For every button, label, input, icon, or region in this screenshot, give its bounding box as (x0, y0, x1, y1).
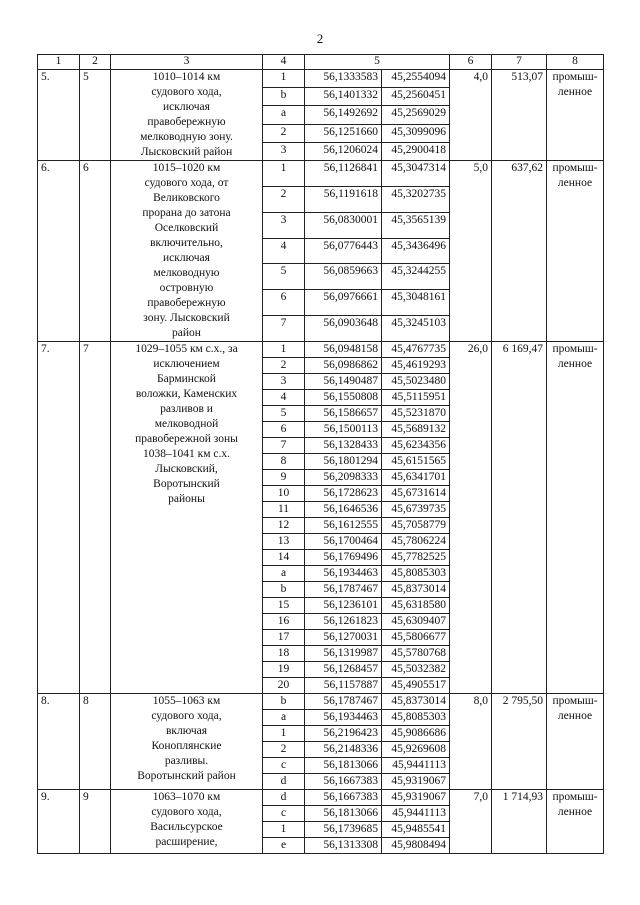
latitude: 56,1401332 (305, 88, 382, 106)
longitude: 45,2900418 (382, 142, 450, 160)
longitude: 45,9086686 (382, 726, 450, 742)
fishery-type-line: промыш- (552, 162, 598, 174)
latitude: 56,2196423 (305, 726, 382, 742)
description-line: правобережную (147, 297, 226, 309)
latitude: 56,0948158 (305, 342, 382, 358)
longitude: 45,4905517 (382, 678, 450, 694)
longitude: 45,3245103 (382, 316, 450, 342)
latitude: 56,1261823 (305, 614, 382, 630)
longitude: 45,3099096 (382, 124, 450, 142)
latitude: 56,1268457 (305, 662, 382, 678)
point-id: 1 (263, 342, 305, 358)
description-line: 1015–1020 км (152, 162, 221, 174)
area-hectares: 1 714,93 (492, 790, 547, 854)
latitude: 56,0859663 (305, 264, 382, 290)
description-line: мелководной (154, 418, 219, 430)
description-line: Воротынский (153, 478, 220, 490)
point-id: 4 (263, 390, 305, 406)
header-cell-8: 8 (547, 55, 604, 70)
description-line: Лысковский район (140, 146, 233, 158)
fishery-type (547, 694, 604, 790)
description-line: Оселковский (154, 222, 219, 234)
latitude: 56,0903648 (305, 316, 382, 342)
latitude: 56,1586657 (305, 406, 382, 422)
latitude: 56,1270031 (305, 630, 382, 646)
row-subnumber: 5 (80, 70, 111, 161)
point-id: 2 (263, 358, 305, 374)
description-line: исключением (153, 358, 220, 370)
point-id: 2 (263, 186, 305, 212)
point-id: 9 (263, 470, 305, 486)
fishery-type-line: ленное (557, 358, 593, 370)
longitude: 45,6739735 (382, 502, 450, 518)
point-id: c (263, 806, 305, 822)
longitude: 45,2560451 (382, 88, 450, 106)
row-subnumber: 9 (80, 790, 111, 854)
description-line: Коноплянские (151, 740, 222, 752)
area-description (111, 342, 263, 694)
latitude: 56,1934463 (305, 710, 382, 726)
point-id: a (263, 710, 305, 726)
longitude: 45,7806224 (382, 534, 450, 550)
description-line: судового хода, (151, 710, 222, 722)
row-subnumber: 7 (80, 342, 111, 694)
description-line: район (172, 327, 201, 339)
description-line: 1010–1014 км (152, 71, 221, 83)
table-body (38, 55, 604, 854)
point-id: 5 (263, 264, 305, 290)
latitude: 56,0986862 (305, 358, 382, 374)
longitude: 45,9319067 (382, 774, 450, 790)
area-hectares: 6 169,47 (492, 342, 547, 694)
row-number: 6. (38, 161, 80, 342)
latitude: 56,1492692 (305, 106, 382, 124)
header-cell-2: 2 (80, 55, 111, 70)
header-cell-4: 4 (263, 55, 305, 70)
longitude: 45,9441113 (382, 806, 450, 822)
latitude: 56,1191618 (305, 186, 382, 212)
latitude: 56,1319987 (305, 646, 382, 662)
description-line: исключая (163, 101, 210, 113)
longitude: 45,3436496 (382, 238, 450, 264)
latitude: 56,0976661 (305, 290, 382, 316)
length-km: 26,0 (450, 342, 492, 694)
description-line: исключая (163, 252, 210, 264)
point-id: 10 (263, 486, 305, 502)
row-number: 7. (38, 342, 80, 694)
description-line: Лысковский, (155, 463, 218, 475)
description-line: 1055–1063 км (152, 695, 221, 707)
description-line: судового хода, (151, 806, 222, 818)
latitude: 56,1126841 (305, 161, 382, 187)
fishery-type (547, 70, 604, 161)
description-line: включая (165, 725, 208, 737)
description-line: правобережную (147, 116, 226, 128)
point-id: 3 (263, 142, 305, 160)
fishery-type-line: промыш- (552, 71, 598, 83)
description-line: зону. Лысковский (143, 312, 230, 324)
point-id: 11 (263, 502, 305, 518)
latitude: 56,1769496 (305, 550, 382, 566)
length-km: 7,0 (450, 790, 492, 854)
fishery-type-line: промыш- (552, 343, 598, 355)
fishery-type (547, 161, 604, 342)
latitude: 56,2148336 (305, 742, 382, 758)
latitude: 56,1739685 (305, 822, 382, 838)
longitude: 45,8373014 (382, 582, 450, 598)
longitude: 45,3047314 (382, 161, 450, 187)
point-id: 7 (263, 438, 305, 454)
description-line: разливов и (160, 403, 213, 415)
point-id: 3 (263, 212, 305, 238)
longitude: 45,5806677 (382, 630, 450, 646)
latitude: 56,1612555 (305, 518, 382, 534)
header-cell-7: 7 (492, 55, 547, 70)
header-row (38, 55, 604, 70)
description-line: мелководную (153, 267, 220, 279)
latitude: 56,2098333 (305, 470, 382, 486)
point-id: 1 (263, 726, 305, 742)
table-row (38, 694, 604, 710)
row-number: 8. (38, 694, 80, 790)
description-line: разливы. (164, 755, 209, 767)
longitude: 45,7782525 (382, 550, 450, 566)
point-id: 14 (263, 550, 305, 566)
row-number: 9. (38, 790, 80, 854)
description-line: 1029–1055 км с.х., за (135, 343, 238, 355)
point-id: b (263, 694, 305, 710)
area-description (111, 70, 263, 161)
longitude: 45,3244255 (382, 264, 450, 290)
point-id: 6 (263, 422, 305, 438)
description-line: Васильсурское (150, 821, 223, 833)
description-line: судового хода, от (144, 177, 229, 189)
point-id: 1 (263, 822, 305, 838)
description-line: воложки, Каменских (135, 388, 238, 400)
fishery-type-line: ленное (557, 86, 593, 98)
row-number: 5. (38, 70, 80, 161)
area-description (111, 161, 263, 342)
point-id: 18 (263, 646, 305, 662)
latitude: 56,1646536 (305, 502, 382, 518)
point-id: 15 (263, 598, 305, 614)
table-row (38, 342, 604, 358)
point-id: 1 (263, 161, 305, 187)
description-line: Великовского (153, 192, 220, 204)
longitude: 45,3202735 (382, 186, 450, 212)
description-line: 1038–1041 км с.х. (143, 448, 230, 460)
longitude: 45,6234356 (382, 438, 450, 454)
longitude: 45,8085303 (382, 710, 450, 726)
latitude: 56,1813066 (305, 758, 382, 774)
point-id: a (263, 566, 305, 582)
point-id: 8 (263, 454, 305, 470)
latitude: 56,1206024 (305, 142, 382, 160)
longitude: 45,7058779 (382, 518, 450, 534)
longitude: 45,9485541 (382, 822, 450, 838)
row-subnumber: 8 (80, 694, 111, 790)
latitude: 56,1500113 (305, 422, 382, 438)
latitude: 56,1700464 (305, 534, 382, 550)
header-cell-3: 3 (111, 55, 263, 70)
length-km: 8,0 (450, 694, 492, 790)
longitude: 45,4767735 (382, 342, 450, 358)
point-id: 13 (263, 534, 305, 550)
point-id: 17 (263, 630, 305, 646)
latitude: 56,0830001 (305, 212, 382, 238)
point-id: 1 (263, 70, 305, 88)
latitude: 56,1313308 (305, 838, 382, 854)
latitude: 56,1550808 (305, 390, 382, 406)
latitude: 56,1157887 (305, 678, 382, 694)
point-id: 2 (263, 124, 305, 142)
longitude: 45,5023480 (382, 374, 450, 390)
point-id: 7 (263, 316, 305, 342)
latitude: 56,1801294 (305, 454, 382, 470)
latitude: 56,1333583 (305, 70, 382, 88)
longitude: 45,2554094 (382, 70, 450, 88)
latitude: 56,1667383 (305, 774, 382, 790)
fishery-type-line: промыш- (552, 791, 598, 803)
latitude: 56,1328433 (305, 438, 382, 454)
header-cell-5: 5 (305, 55, 450, 70)
table-row (38, 790, 604, 806)
latitude: 56,1813066 (305, 806, 382, 822)
longitude: 45,9269608 (382, 742, 450, 758)
point-id: d (263, 790, 305, 806)
latitude: 56,1667383 (305, 790, 382, 806)
header-cell-6: 6 (450, 55, 492, 70)
point-id: b (263, 88, 305, 106)
point-id: d (263, 774, 305, 790)
longitude: 45,6151565 (382, 454, 450, 470)
longitude: 45,5115951 (382, 390, 450, 406)
latitude: 56,1787467 (305, 582, 382, 598)
point-id: 3 (263, 374, 305, 390)
description-line: мелководную зону. (140, 131, 233, 143)
longitude: 45,8085303 (382, 566, 450, 582)
area-hectares: 513,07 (492, 70, 547, 161)
latitude: 56,0776443 (305, 238, 382, 264)
fishery-type (547, 790, 604, 854)
point-id: 20 (263, 678, 305, 694)
description-line: прорана до затона (142, 207, 231, 219)
longitude: 45,3048161 (382, 290, 450, 316)
area-description (111, 694, 263, 790)
description-line: островную (159, 282, 214, 294)
description-line: расширение, (155, 836, 218, 848)
point-id: 4 (263, 238, 305, 264)
longitude: 45,4619293 (382, 358, 450, 374)
latitude: 56,1787467 (305, 694, 382, 710)
longitude: 45,2569029 (382, 106, 450, 124)
point-id: e (263, 838, 305, 854)
latitude: 56,1236101 (305, 598, 382, 614)
description-line: правобережной зоны (135, 433, 238, 445)
point-id: 2 (263, 742, 305, 758)
point-id: 6 (263, 290, 305, 316)
longitude: 45,3565139 (382, 212, 450, 238)
latitude: 56,1728623 (305, 486, 382, 502)
longitude: 45,9319067 (382, 790, 450, 806)
area-hectares: 637,62 (492, 161, 547, 342)
longitude: 45,5689132 (382, 422, 450, 438)
point-id: b (263, 582, 305, 598)
longitude: 45,6318580 (382, 598, 450, 614)
longitude: 45,9808494 (382, 838, 450, 854)
description-line: судового хода, (151, 86, 222, 98)
table-row (38, 70, 604, 88)
latitude: 56,1934463 (305, 566, 382, 582)
description-line: Барминской (157, 373, 216, 385)
point-id: c (263, 758, 305, 774)
description-line: 1063–1070 км (152, 791, 221, 803)
description-line: районы (168, 493, 205, 505)
longitude: 45,8373014 (382, 694, 450, 710)
area-description (111, 790, 263, 854)
fishing-areas-table (37, 54, 604, 854)
length-km: 4,0 (450, 70, 492, 161)
longitude: 45,5231870 (382, 406, 450, 422)
latitude: 56,1490487 (305, 374, 382, 390)
longitude: 45,5032382 (382, 662, 450, 678)
longitude: 45,6341701 (382, 470, 450, 486)
page-number: 2 (316, 31, 324, 46)
longitude: 45,6309407 (382, 614, 450, 630)
longitude: 45,9441113 (382, 758, 450, 774)
area-hectares: 2 795,50 (492, 694, 547, 790)
row-subnumber: 6 (80, 161, 111, 342)
longitude: 45,6731614 (382, 486, 450, 502)
description-line: Воротынский район (137, 770, 236, 782)
fishery-type-line: ленное (557, 710, 593, 722)
point-id: 16 (263, 614, 305, 630)
length-km: 5,0 (450, 161, 492, 342)
fishery-type-line: ленное (557, 177, 593, 189)
fishery-type-line: ленное (557, 806, 593, 818)
longitude: 45,5780768 (382, 646, 450, 662)
fishery-type-line: промыш- (552, 695, 598, 707)
header-cell-1: 1 (38, 55, 80, 70)
latitude: 56,1251660 (305, 124, 382, 142)
point-id: 19 (263, 662, 305, 678)
table-row (38, 161, 604, 187)
fishery-type (547, 342, 604, 694)
description-line: включительно, (150, 237, 223, 249)
point-id: 12 (263, 518, 305, 534)
point-id: a (263, 106, 305, 124)
point-id: 5 (263, 406, 305, 422)
